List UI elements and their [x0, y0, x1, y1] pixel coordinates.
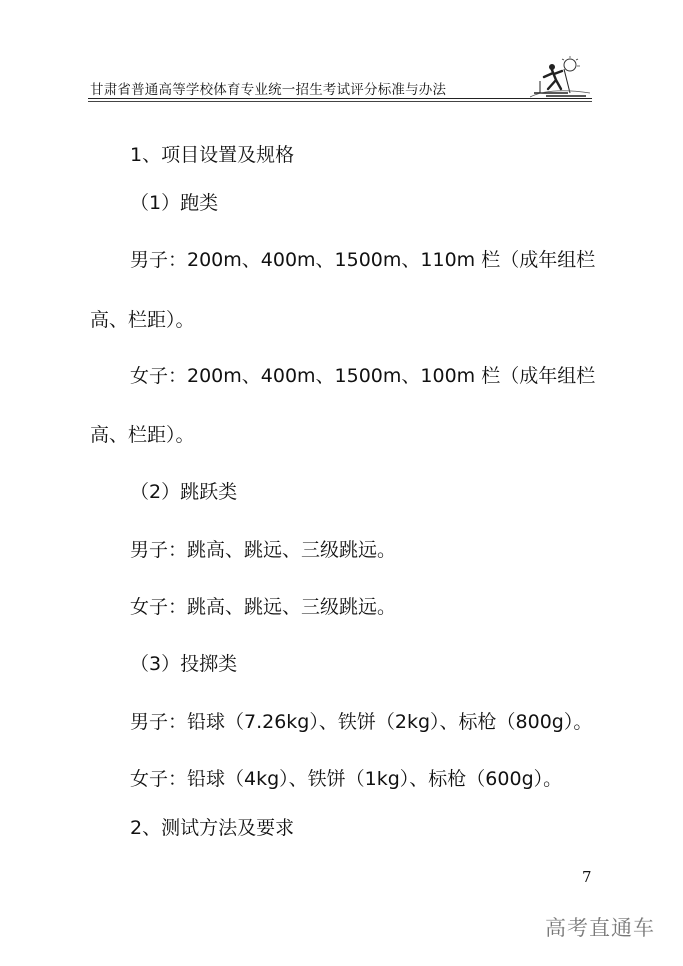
section-heading-test-methods: 2、测试方法及要求	[130, 817, 295, 839]
header-divider-thin	[88, 101, 592, 102]
running-men-line2: 高、栏距）。	[90, 309, 195, 331]
document-header-title: 甘肃省普通高等学校体育专业统一招生考试评分标准与办法	[90, 82, 447, 98]
running-women-line1: 女子：200m、400m、1500m、100m 栏（成年组栏	[130, 365, 596, 387]
skier-logo-icon	[530, 55, 590, 99]
throwing-men: 男子：铅球（7.26kg）、铁饼（2kg）、标枪（800g）。	[130, 711, 593, 733]
running-men-line1: 男子：200m、400m、1500m、110m 栏（成年组栏	[130, 249, 596, 271]
subheading-throwing: （3）投掷类	[130, 653, 238, 675]
watermark-text: 高考直通车	[545, 916, 655, 940]
jumping-women: 女子：跳高、跳远、三级跳远。	[130, 596, 397, 618]
subheading-running: （1）跑类	[130, 192, 219, 214]
page-number: 7	[582, 868, 592, 886]
jumping-men: 男子：跳高、跳远、三级跳远。	[130, 539, 397, 561]
section-heading-project-settings: 1、项目设置及规格	[130, 144, 295, 166]
subheading-jumping: （2）跳跃类	[130, 481, 238, 503]
running-women-line2: 高、栏距）。	[90, 424, 195, 446]
header-divider	[88, 98, 592, 99]
throwing-women: 女子：铅球（4kg）、铁饼（1kg）、标枪（600g）。	[130, 768, 563, 790]
